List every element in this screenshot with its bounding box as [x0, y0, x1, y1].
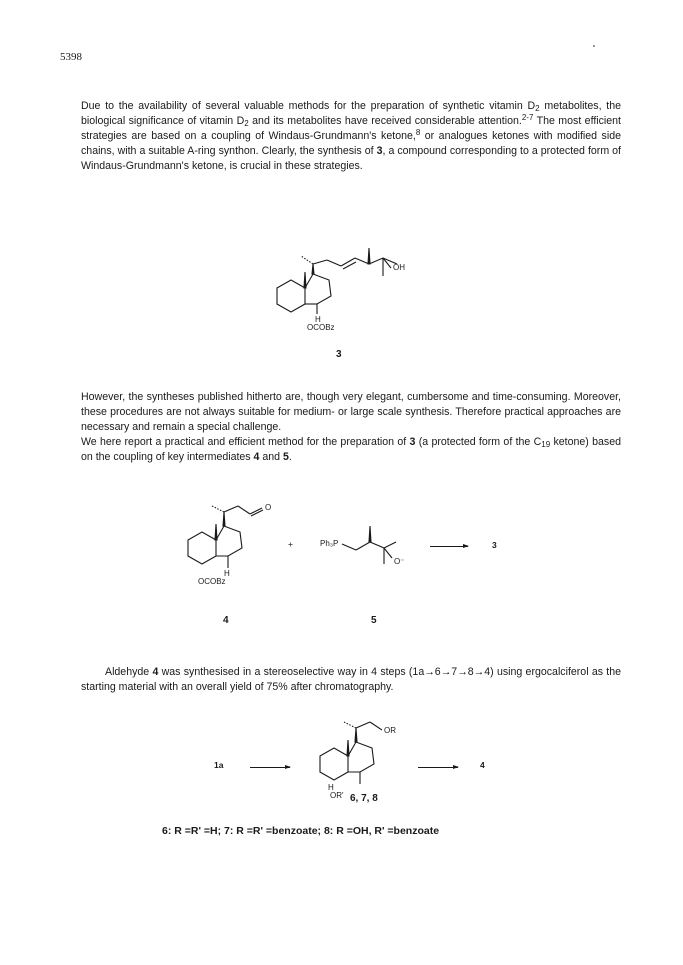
compound-5-label: 5 [371, 615, 377, 626]
end-4-label: 4 [480, 760, 485, 770]
structure-4 [170, 498, 290, 598]
structure-5 [318, 516, 428, 576]
product-3-label: 3 [492, 540, 497, 550]
scan-speck [593, 45, 595, 47]
svg-text:OH: OH [393, 263, 405, 272]
reaction-arrow-2 [418, 767, 458, 768]
svg-text:OCOBz: OCOBz [307, 323, 335, 332]
compound-3-label: 3 [336, 349, 342, 360]
start-1a-label: 1a [214, 760, 224, 770]
page-number: 5398 [60, 51, 82, 63]
structure-3 [255, 236, 435, 336]
svg-text:H: H [328, 783, 334, 792]
reaction-arrow-1 [250, 767, 290, 768]
synthesis-paragraph: Aldehyde 4 was synthesised in a stereoselective way in 4 steps (1a→6→7→8→4) using ergocalciferol as the starting material with an overall yield of 75% after chromatography. [81, 666, 622, 693]
svg-text:O: O [265, 503, 272, 512]
svg-text:Ph₃P: Ph₃P [320, 539, 339, 548]
intro-paragraph: Due to the availability of several valuable methods for the preparation of synthetic vitamin $D_2$ metabolites, the biological significance of vitamin $D_2$ and its metabolites have received considerable attention.$^{2-7}$ The most efficient strategies are based on a coupling of Windaus-Grundmann's ketone,$^8$ or analogues ketones with modified side chains, with a suitable A-ring synthon. Clearly, the synthesis of 3, a compound corresponding to a protected form of Windaus-Grundmann's ketone, is crucial in these strategies. [81, 100, 622, 172]
svg-text:OR': OR' [330, 791, 344, 800]
compound-4-label: 4 [223, 615, 229, 626]
svg-text:H: H [315, 315, 321, 324]
svg-text:O⁻: O⁻ [394, 557, 405, 566]
svg-text:H: H [224, 569, 230, 578]
svg-text:OCOBz: OCOBz [198, 577, 226, 586]
svg-text:OR: OR [384, 726, 396, 735]
method-paragraph: However, the syntheses published hitherto are, though very elegant, cumbersome and time-consuming. Moreover, these procedures are not always suitable for medium- or large scale synthesis. Therefore practical approaches are necessary and remain a special challenge. We here report a practical and efficient method for the preparation of 3 (a protected form of the $C_{19}$ ketone) based on the coupling of key intermediates 4 and 5. [81, 391, 621, 463]
compounds-6-7-8-label: 6, 7, 8 [350, 793, 378, 804]
plus-sign: + [288, 539, 293, 549]
scheme-caption: 6: R =R' =H; 7: R =R' =benzoate; 8: R =OH, R' =benzoate [162, 825, 440, 837]
reaction-arrow-to-3 [430, 546, 468, 547]
